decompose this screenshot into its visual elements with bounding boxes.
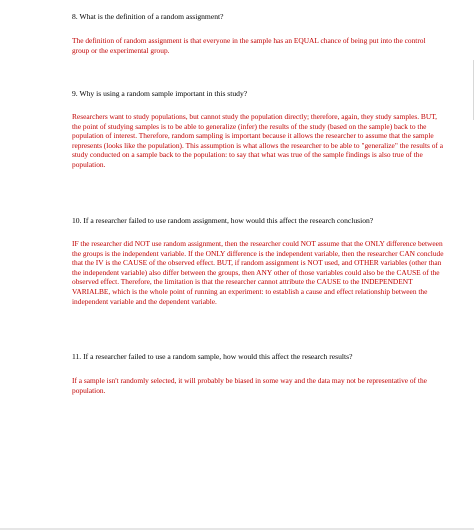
- answer-9: Researchers want to study populations, but cannot study the population directly; therefore, again, they study samples. BUT, the point of studying samples is to be able to generalize (infer) the results of the study (based on the sample) back to the population of interest. Therefore, random sampling is important because it allows the researcher to assume that the sample represents (looks like the population). This assumption is what allows the researcher to be able to "generalize" the results of a study conducted on a sample back to the population: to say that what was true of the sample findings is also true of the population.: [72, 112, 444, 169]
- answer-8: The definition of random assignment is that everyone in the sample has an EQUAL chance of being put into the control group or the experimental group.: [72, 36, 426, 55]
- answer-10: IF the researcher did NOT use random assignment, then the researcher could NOT assume that the ONLY difference between the groups is the independent variable. If the ONLY difference is the independent variable, then the researcher CAN conclude that the IV is the CAUSE of the observed effect. BUT, if random assignment is NOT used, and OTHER variables (other than the independent variable) also differ between the groups, then ANY other of those variables could also be the CAUSE of the observed effect. Therefore, the limitation is that the researcher cannot attribute the CAUSE to the INDEPENDENT VARIALBE, which is the whole point of running an experiment: to establish a cause and effect relationship between the independent variable and the dependent variable.: [72, 239, 444, 306]
- answer-11: If a sample isn't randomly selected, it will probably be biased in some way and the data may not be representative of the population.: [72, 376, 427, 395]
- question-10: 10. If a researcher failed to use random assignment, how would this affect the research conclusion?: [72, 216, 374, 225]
- question-9: 9. Why is using a random sample important in this study?: [72, 89, 248, 98]
- question-11: 11. If a researcher failed to use a random sample, how would this affect the research results?: [72, 352, 353, 361]
- question-8: 8. What is the definition of a random assignment?: [72, 12, 224, 21]
